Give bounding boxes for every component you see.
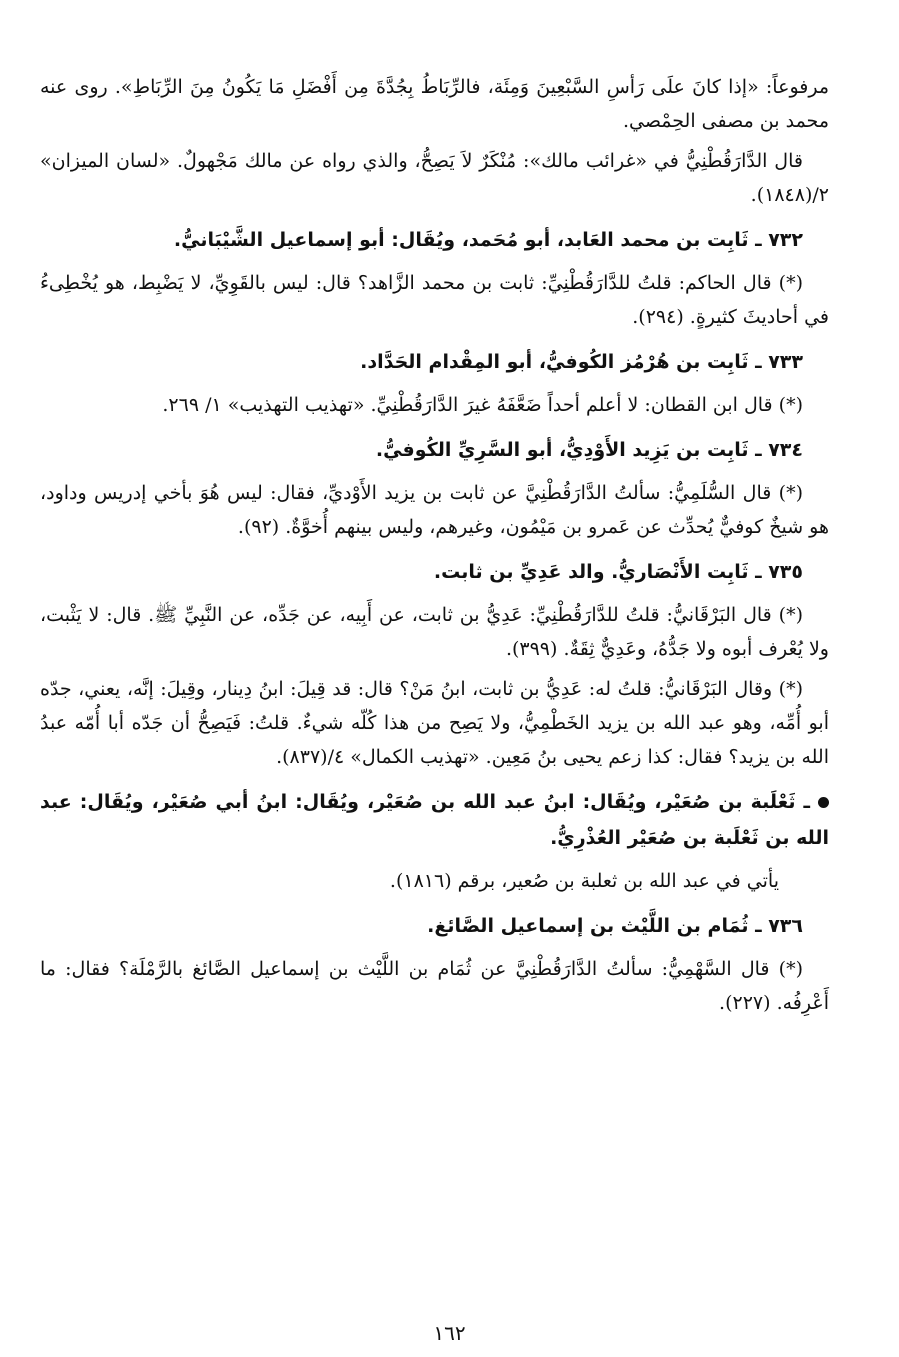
entry-736 [40,908,829,1020]
entry-bullet-thalaba [40,784,829,898]
entry-heading: ٧٣٣ ـ ثَابِت بن هُرْمُز الكُوفيُّ، أبو المِقْدام الحَدَّاد. [360,351,803,373]
entry-735 [40,554,829,774]
cross-reference: يأتي في عبد الله بن ثعلبة بن صُعير، برقم (١٨١٦). [389,870,779,892]
body-paragraph: (*) قال ابن القطان: لا أعلم أحداً ضَعَّفَهُ غيرَ الدَّارَقُطْنِيِّ. «تهذيب التهذيب» ١/ ٢٦٩. [162,394,803,416]
entry-heading: ٧٣٤ ـ ثَابِت بن يَزِيد الأَوْدِيُّ، أبو السَّرِيِّ الكُوفيُّ. [375,439,803,461]
entry-731-continuation [40,70,829,212]
entry-732 [40,222,829,334]
entry-heading: ٧٣٥ ـ ثَابِت الأَنْصَاريُّ. والد عَدِيِّ بن ثابت. [433,561,803,583]
body-paragraph: (*) قال البَرْقَانيُّ: قلتُ للدَّارَقُطْنِيِّ: عَدِيُّ بن ثابت، عن أَبِيه، عن جَدِّه، عن النَّبِيِّ ﷺ. قال: لا يَثْبت، ولا يُعْرف أبوه ولا جَدُّهُ، وعَدِيٌّ ثِقَةٌ. (٣٩٩). [40,604,829,660]
document-page [40,70,829,1357]
body-paragraph: (*) قال السَّهْمِيُّ: سألتُ الدَّارَقُطْنِيَّ عن ثُمَام بن اللَّيْث بن إسماعيل الصَّائغ بالرَّمْلَة؟ فقال: ما أَعْرِفُه. (٢٢٧). [40,958,829,1014]
body-paragraph: (*) قال السُّلَمِيُّ: سألتُ الدَّارَقُطْنِيَّ عن ثابت بن يزيد الأَوْديِّ، فقال: ليس هُوَ بأخي إدريس وداود، هو شيخٌ كوفيٌّ يُحدِّث عن عَمرو بن مَيْمُون، وغيرهم، وليس بينهم أُخوَّةٌ. (٩٢). [40,482,829,538]
entry-734 [40,432,829,544]
page-number: ١٦٢ [433,1321,466,1345]
entry-733 [40,344,829,422]
body-paragraph: قال الدَّارَقُطْنِيُّ في «غرائب مالك»: مُنْكَرٌ لاَ يَصِحُّ، والذي رواه عن مالك مَجْهولٌ. «لسان الميزان» ٢/(١٨٤٨). [40,150,829,206]
body-paragraph: (*) وقال البَرْقَانيُّ: قلتُ له: عَدِيُّ بن ثابت، ابنُ مَنْ؟ قال: قد قِيلَ: ابنُ دِينار، وقِيلَ: إنَّه، يعني، جدّه أبو أُمِّه، وهو عبد الله بن يزيد الخَطْمِيُّ، ولا يَصِح من هذا كُلّه شيءٌ. قلتُ: فَيَصِحُّ أن جَدّه أبا أُمّه عبدُ الله بن يزيد؟ فقال: كذا زعم يحيى بنُ مَعِين. «تهذيب الكمال» ٤/(٨٣٧). [40,678,829,768]
entry-heading: ٧٣٦ ـ ثُمَام بن اللَّيْث بن إسماعيل الصَّائغ. [427,915,803,937]
entry-heading [40,784,829,856]
entry-heading-text: ـ ثَعْلَبة بن صُعَيْر، ويُقَال: ابنُ عبد الله بن صُعَيْر، ويُقَال: ابنُ أبي صُعَيْر، ويُقَال: عبد الله بن ثَعْلَبة بن صُعَيْر العُذْرِيُّ. [40,791,829,849]
entry-heading: ٧٣٢ ـ ثَابِت بن محمد العَابد، أبو مُحَمد، ويُقَال: أبو إسماعيل الشَّيْبَانيُّ. [173,229,803,251]
bullet-icon [818,797,829,808]
body-paragraph: مرفوعاً: «إذا كانَ علَى رَأسِ السَّبْعِينَ وَمِئَة، فالرِّبَاطُ بِجُدَّةَ مِن أَفْضَلِ مَا يَكُونُ مِنَ الرِّبَاطِ». روى عنه محمد بن مصفى الحِمْصي. [40,76,829,132]
body-paragraph: (*) قال الحاكم: قلتُ للدَّارَقُطْنِيِّ: ثابت بن محمد الزَّاهد؟ قال: ليس بالقَوِيِّ، لا يَضْبِط، هو يُخْطِىءُ في أحاديثَ كثيرةٍ. (٢٩٤). [40,272,829,328]
